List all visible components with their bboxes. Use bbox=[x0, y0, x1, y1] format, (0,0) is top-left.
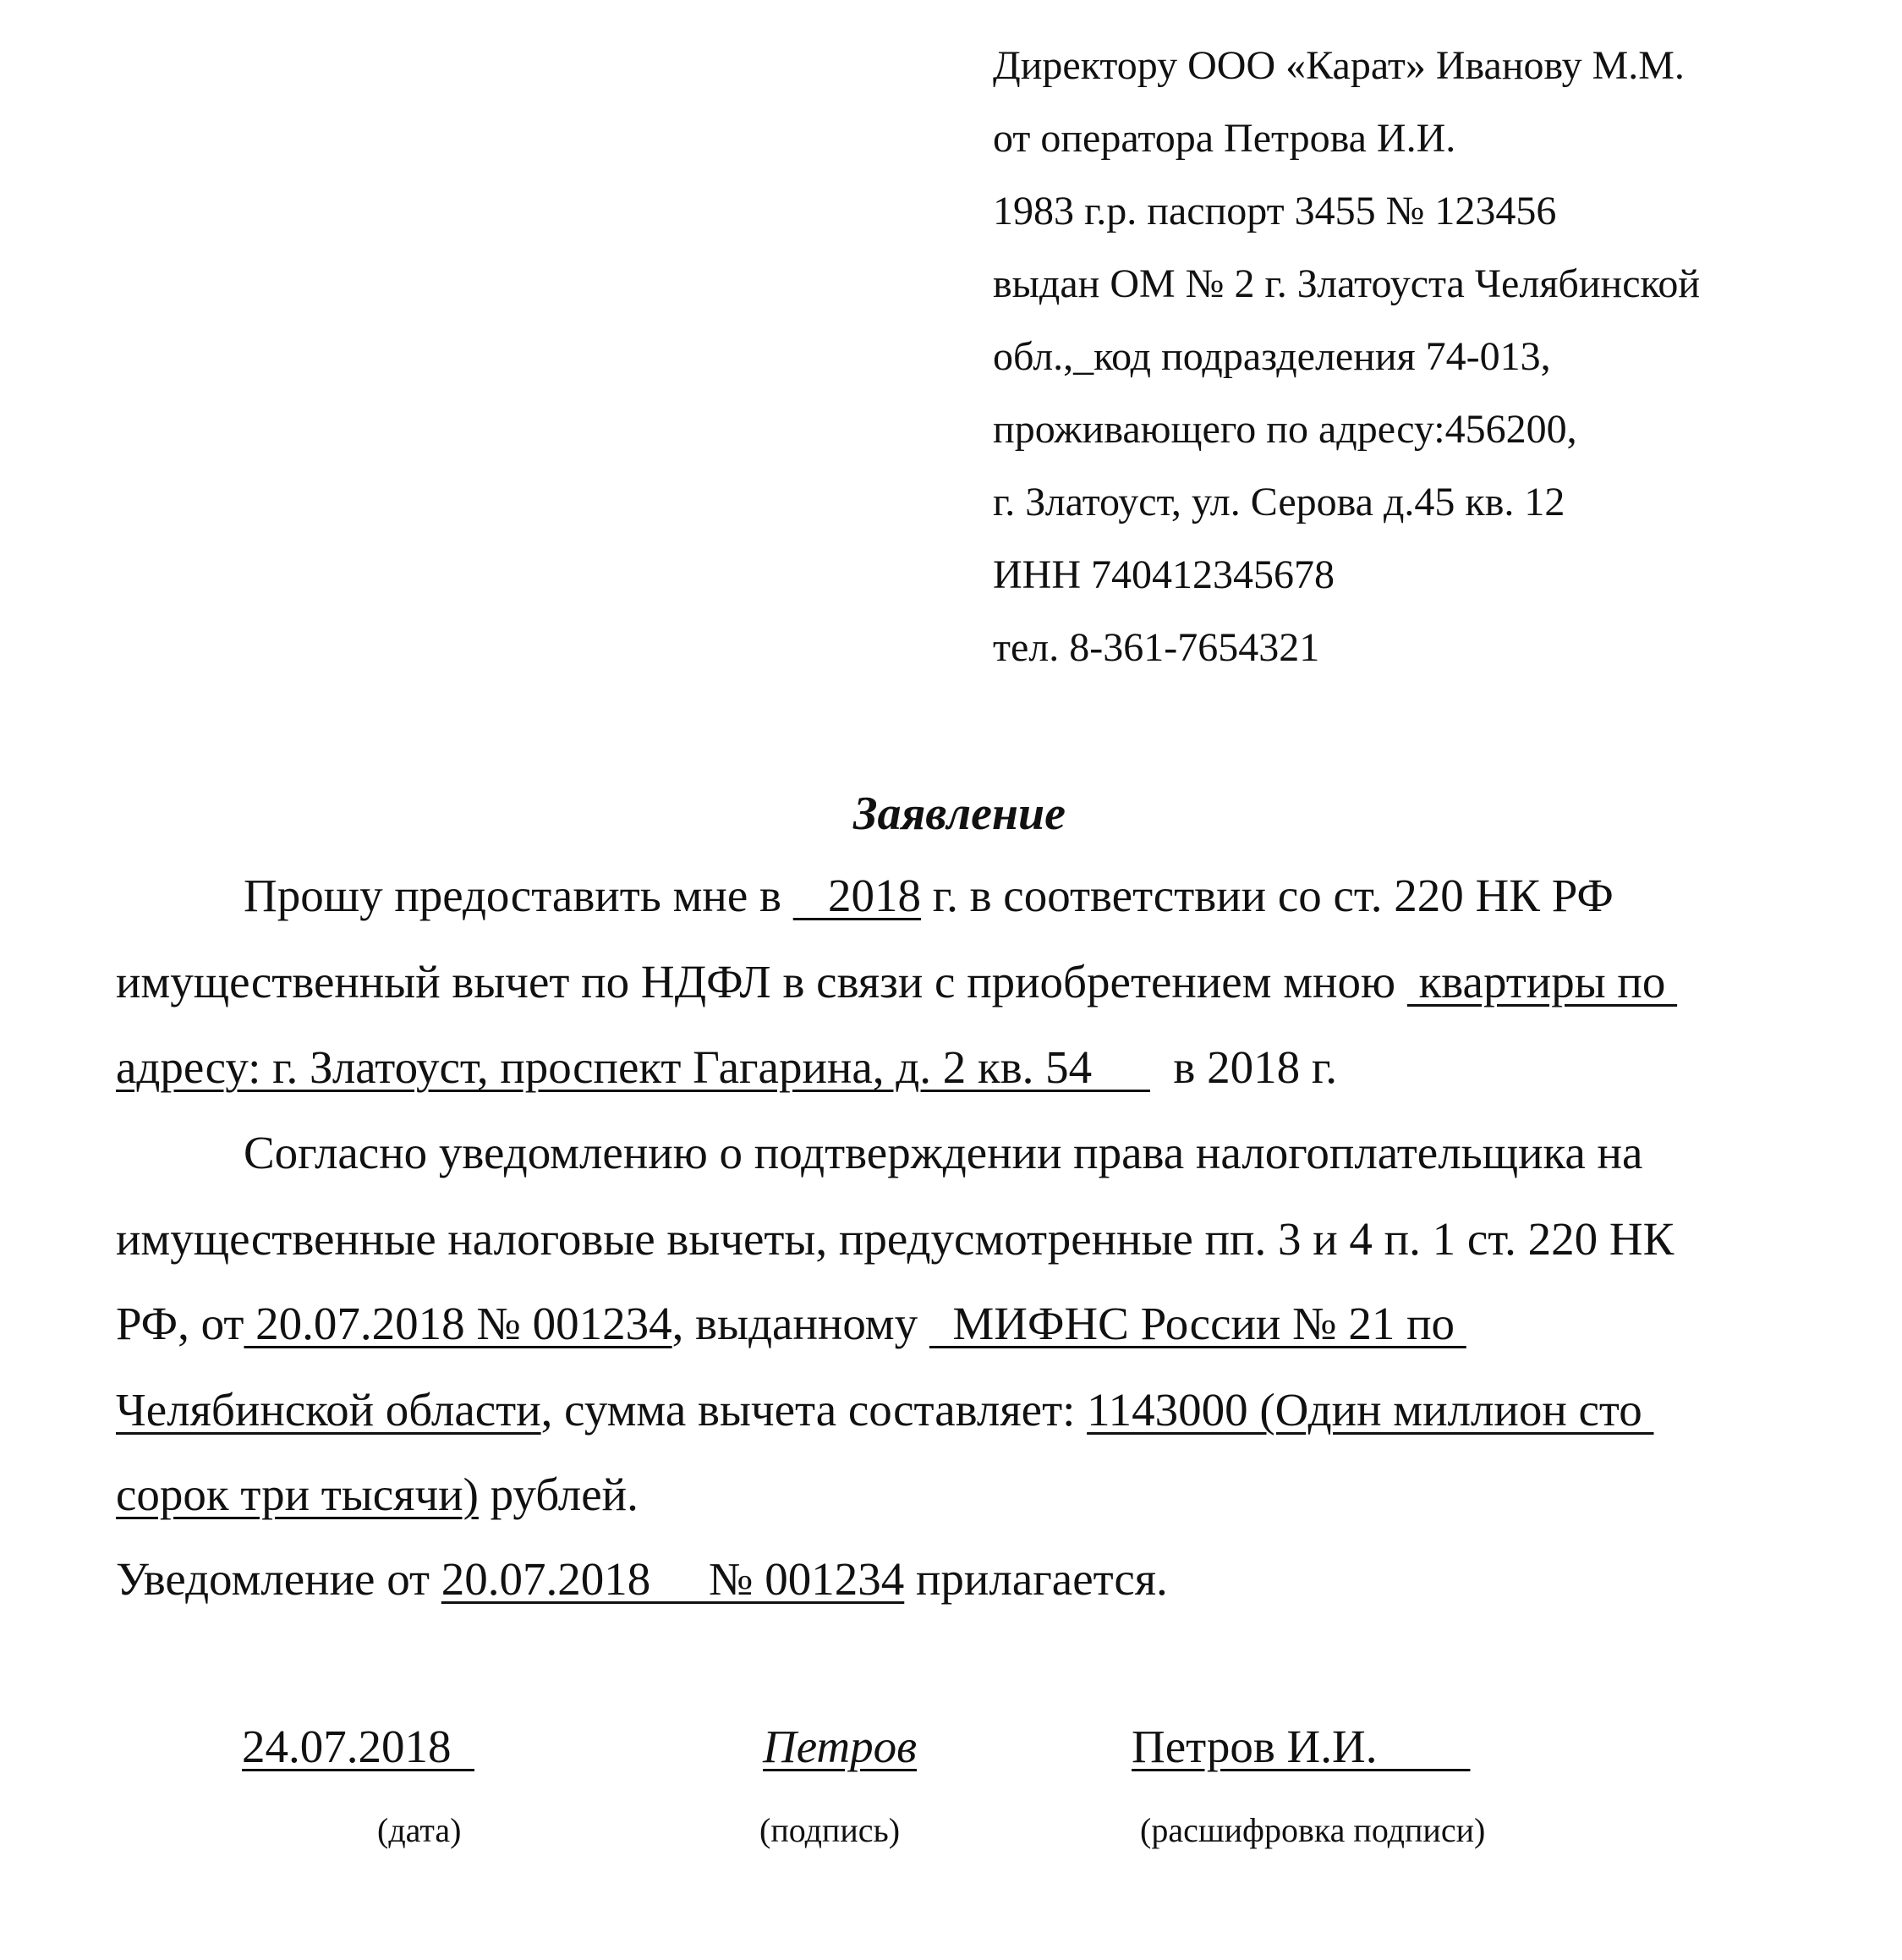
body-text: Прошу предоставить мне в bbox=[244, 870, 793, 921]
body-line bbox=[244, 1125, 1642, 1181]
body-text: , выданному bbox=[671, 1298, 929, 1349]
body-line bbox=[244, 868, 1614, 924]
body-text: Уведомление от bbox=[116, 1553, 441, 1605]
body-text: Согласно уведомлению о подтверждении права налогоплательщика на bbox=[244, 1127, 1643, 1178]
date-caption: (дата) bbox=[377, 1811, 462, 1849]
header-residing: проживающего по адресу:456200, bbox=[993, 407, 1577, 452]
header-addressee: Директору ООО «Карат» Иванову М.М. bbox=[993, 43, 1685, 88]
body-line bbox=[116, 1382, 1653, 1438]
body-line bbox=[116, 1467, 639, 1523]
amount-field: сорок три тысячи) bbox=[116, 1469, 479, 1520]
header-issued-by: выдан ОМ № 2 г. Златоуста Челябинской bbox=[993, 261, 1701, 306]
signature-field: Петров bbox=[763, 1721, 917, 1772]
body-text: имущественные налоговые вычеты, предусмотренные пп. 3 и 4 п. 1 ст. 220 НК bbox=[116, 1213, 1675, 1265]
signer-name-field: Петров И.И. bbox=[1132, 1721, 1471, 1772]
signer-name-caption: (расшифровка подписи) bbox=[1140, 1811, 1486, 1849]
signature-caption: (подпись) bbox=[759, 1811, 901, 1849]
header-phone: тел. 8-361-7654321 bbox=[993, 625, 1320, 670]
body-text: г. в соответствии со ст. 220 НК РФ bbox=[920, 870, 1614, 921]
body-text: имущественный вычет по НДФЛ в связи с приобретением мною bbox=[116, 956, 1407, 1007]
year-field: 2018 bbox=[792, 870, 921, 921]
header-passport: 1983 г.р. паспорт 3455 № 123456 bbox=[993, 189, 1557, 233]
body-line bbox=[116, 954, 1677, 1010]
amount-field: 1143000 (Один миллион сто bbox=[1087, 1384, 1654, 1436]
tax-office-field: Челябинской области bbox=[116, 1384, 541, 1436]
body-line bbox=[116, 1296, 1466, 1352]
body-text: , сумма вычета составляет: bbox=[540, 1384, 1088, 1436]
header-inn: ИНН 740412345678 bbox=[993, 552, 1335, 597]
header-from: от оператора Петрова И.И. bbox=[993, 116, 1456, 161]
property-field: квартиры по bbox=[1406, 956, 1678, 1007]
body-line bbox=[116, 1040, 1337, 1095]
body-text: в 2018 г. bbox=[1149, 1041, 1337, 1093]
body-line bbox=[116, 1551, 1168, 1607]
header-address: г. Златоуст, ул. Серова д.45 кв. 12 bbox=[993, 480, 1565, 524]
date-field: 24.07.2018 bbox=[242, 1721, 474, 1772]
tax-office-field: МИФНС России № 21 по bbox=[929, 1298, 1466, 1349]
body-text: РФ, от bbox=[116, 1298, 244, 1349]
property-address-field: адресу: г. Златоуст, проспект Гагарина, д. 2 кв. 54 bbox=[116, 1041, 1150, 1093]
body-text: рублей. bbox=[478, 1469, 639, 1520]
body-line bbox=[116, 1211, 1674, 1267]
header-division-code: обл.,_код подразделения 74-013, bbox=[993, 334, 1551, 379]
attachment-ref-field: 20.07.2018 № 001234 bbox=[441, 1553, 905, 1605]
document-title: Заявление bbox=[852, 788, 1066, 840]
body-text: прилагается. bbox=[904, 1553, 1168, 1605]
notice-field: 20.07.2018 № 001234 bbox=[244, 1298, 672, 1349]
